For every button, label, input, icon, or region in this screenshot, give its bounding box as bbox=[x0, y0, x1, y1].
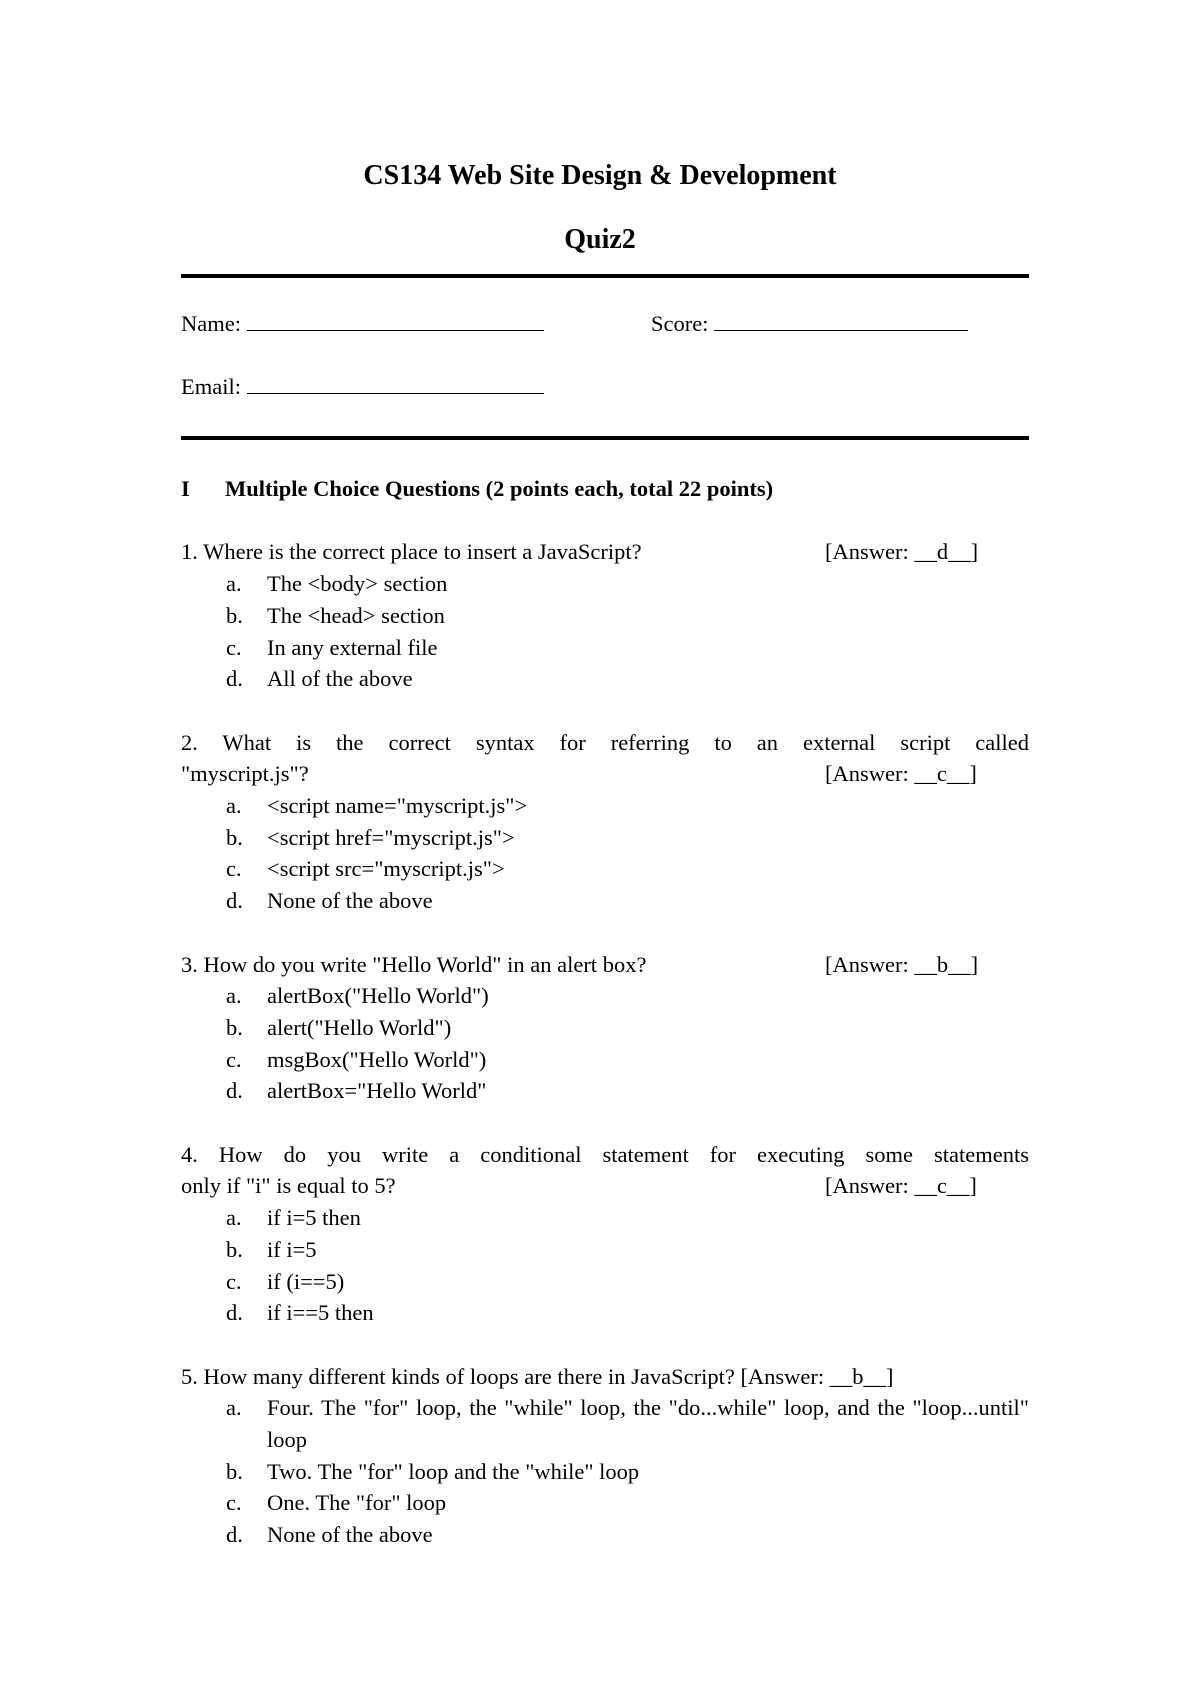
question-text-continued: "myscript.js"? bbox=[181, 761, 309, 787]
divider-bottom bbox=[181, 436, 1029, 440]
option-text: msgBox("Hello World") bbox=[267, 1046, 487, 1072]
question-text: 5. How many different kinds of loops are there in JavaScript? bbox=[181, 1363, 735, 1389]
option-text: <script src="myscript.js"> bbox=[267, 856, 505, 882]
section-title: Multiple Choice Questions (2 points each, total 22 points) bbox=[225, 476, 774, 501]
course-title: CS134 Web Site Design & Development bbox=[363, 160, 837, 191]
option-label: c. bbox=[226, 1490, 242, 1516]
section-number: I bbox=[181, 476, 190, 501]
question bbox=[181, 536, 1029, 695]
question bbox=[181, 1139, 1029, 1329]
option-d bbox=[181, 1297, 1029, 1329]
option-text: The <head> section bbox=[267, 602, 445, 628]
option-label: c. bbox=[226, 856, 242, 882]
section-heading bbox=[181, 473, 1029, 505]
name-label: Name: bbox=[181, 311, 241, 336]
quiz-title: Quiz2 bbox=[564, 224, 636, 255]
option-label: d. bbox=[226, 1522, 243, 1548]
question-text: 2. What is the correct syntax for referring to an external script called bbox=[181, 729, 1029, 755]
option-label: a. bbox=[226, 983, 242, 1009]
option-label: c. bbox=[226, 1268, 242, 1294]
option-text: None of the above bbox=[267, 1522, 433, 1548]
question bbox=[181, 727, 1029, 917]
option-d bbox=[181, 885, 1029, 917]
option-label: d. bbox=[226, 1078, 243, 1104]
option-label: c. bbox=[226, 634, 242, 660]
question bbox=[181, 1361, 1029, 1551]
email-input[interactable] bbox=[247, 373, 544, 394]
answer: [Answer: __d__] bbox=[825, 539, 979, 565]
answer: [Answer: __b__] bbox=[825, 951, 979, 977]
answer: [Answer: __c__] bbox=[825, 761, 977, 787]
option-text: One. The "for" loop bbox=[267, 1490, 447, 1516]
score-input[interactable] bbox=[714, 310, 968, 331]
option-label: a. bbox=[226, 793, 242, 818]
option-b bbox=[181, 1456, 1029, 1488]
option-text: Two. The "for" loop and the "while" loop bbox=[267, 1458, 640, 1484]
option-text: if (i==5) bbox=[267, 1268, 345, 1294]
option-text: The <body> section bbox=[267, 571, 448, 597]
option-text: alertBox("Hello World") bbox=[267, 983, 489, 1009]
score-field bbox=[651, 310, 968, 337]
option-text: alertBox="Hello World" bbox=[267, 1078, 487, 1104]
name-field bbox=[181, 310, 544, 337]
question-text: 1. Where is the correct place to insert a JavaScript? bbox=[181, 539, 642, 565]
option-a bbox=[181, 568, 1029, 600]
option-label: b. bbox=[226, 824, 243, 850]
option-d bbox=[181, 1519, 1029, 1551]
option-d bbox=[181, 1075, 1029, 1107]
option-label: b. bbox=[226, 1014, 243, 1040]
option-label: a. bbox=[226, 1205, 242, 1231]
question-text-continued: only if "i" is equal to 5? bbox=[181, 1173, 396, 1199]
question-text: 4. How do you write a conditional statement for executing some statements bbox=[181, 1141, 1029, 1167]
option-label: b. bbox=[226, 602, 243, 628]
option-text: Four. The "for" loop, the "while" loop, the "do...while" loop, and the "loop...until" loop bbox=[267, 1395, 1029, 1453]
option-text: None of the above bbox=[267, 888, 433, 914]
option-text: if i=5 bbox=[267, 1236, 317, 1262]
option-c bbox=[181, 1044, 1029, 1076]
option-label: a. bbox=[226, 1395, 242, 1421]
option-text: if i=5 then bbox=[267, 1205, 361, 1231]
email-label: Email: bbox=[181, 374, 241, 399]
option-c bbox=[181, 853, 1029, 885]
option-label: c. bbox=[226, 1046, 242, 1072]
option-b bbox=[181, 600, 1029, 632]
option-label: b. bbox=[226, 1236, 243, 1262]
option-a bbox=[181, 1392, 1029, 1455]
option-label: d. bbox=[226, 666, 243, 692]
option-a bbox=[181, 980, 1029, 1012]
name-input[interactable] bbox=[247, 310, 544, 331]
option-text: <script name="myscript.js"> bbox=[267, 793, 528, 818]
divider-top bbox=[181, 274, 1029, 278]
score-label: Score: bbox=[651, 311, 709, 336]
option-b bbox=[181, 1234, 1029, 1266]
option-a bbox=[181, 1202, 1029, 1234]
option-b bbox=[181, 822, 1029, 854]
option-c bbox=[181, 632, 1029, 664]
option-a bbox=[181, 790, 1029, 822]
question bbox=[181, 949, 1029, 1108]
option-label: d. bbox=[226, 888, 243, 914]
option-b bbox=[181, 1012, 1029, 1044]
option-text: <script href="myscript.js"> bbox=[267, 824, 515, 850]
option-c bbox=[181, 1266, 1029, 1298]
option-text: In any external file bbox=[267, 634, 438, 660]
email-field bbox=[181, 373, 544, 400]
option-label: b. bbox=[226, 1458, 243, 1484]
option-text: All of the above bbox=[267, 666, 413, 692]
option-c bbox=[181, 1487, 1029, 1519]
option-label: a. bbox=[226, 571, 242, 597]
answer: [Answer: __c__] bbox=[825, 1173, 977, 1199]
answer: [Answer: __b__] bbox=[740, 1363, 894, 1389]
option-text: alert("Hello World") bbox=[267, 1014, 452, 1040]
option-text: if i==5 then bbox=[267, 1300, 374, 1326]
option-label: d. bbox=[226, 1300, 243, 1326]
option-d bbox=[181, 663, 1029, 695]
quiz-body bbox=[181, 473, 1029, 1551]
question-text: 3. How do you write "Hello World" in an alert box? bbox=[181, 951, 647, 977]
